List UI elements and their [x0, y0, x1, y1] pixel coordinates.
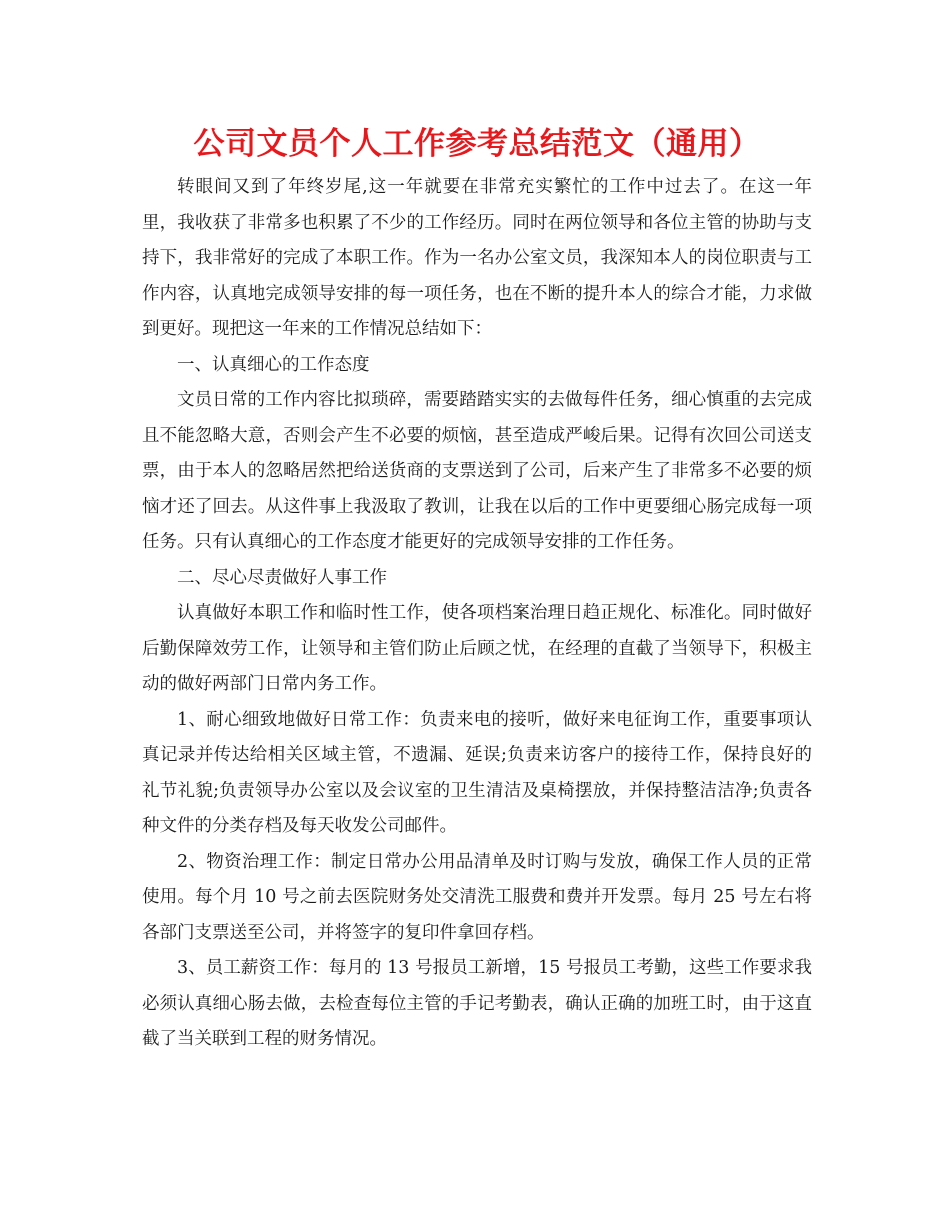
section-heading-2: 二、尽心尽责做好人事工作: [177, 567, 387, 588]
document-title: 公司文员个人工作参考总结范文（通用）: [193, 126, 761, 162]
paragraph-item-3: 3、员工薪资工作：每月的 13 号报员工新增，15 号报员工考勤，这些工作要求我必须认真细心肠去做，去检查每位主管的手记考勤表，确认正确的加班工时，由于这直截了当关联到工程的财务情况。: [142, 958, 812, 1049]
paragraph-section-1: 文员日常的工作内容比拟琐碎，需要踏踏实实的去做每件任务，细心慎重的去完成且不能忽略大意，否则会产生不必要的烦恼，甚至造成严峻后果。记得有次回公司送支票，由于本人的忽略居然把给送货商的支票送到了公司，后来产生了非常多不必要的烦恼才还了回去。从这件事上我汲取了教训，让我在以后的工作中更要细心肠完成每一项任务。只有认真细心的工作态度才能更好的完成领导安排的工作任务。: [142, 390, 812, 552]
paragraph-item-2: 2、物资治理工作：制定日常办公用品清单及时订购与发放，确保工作人员的正常使用。每个月 10 号之前去医院财务处交清洗工服费和费并开发票。每月 25 号左右将各部门支票送至公司，并将签字的复印件拿回存档。: [142, 851, 812, 943]
paragraph-item-1: 1、耐心细致地做好日常工作：负责来电的接听，做好来电征询工作，重要事项认真记录并传达给相关区域主管，不遗漏、延误;负责来访客户的接待工作，保持良好的礼节礼貌;负责领导办公室以及会议室的卫生清洁及桌椅摆放，并保持整洁洁净;负责各种文件的分类存档及每天收发公司邮件。: [142, 709, 812, 836]
paragraph-section-2: 认真做好本职工作和临时性工作，使各项档案治理日趋正规化、标准化。同时做好后勤保障效劳工作，让领导和主管们防止后顾之忧，在经理的直截了当领导下，积极主动的做好两部门日常内务工作。: [142, 603, 812, 694]
section-heading-1: 一、认真细心的工作态度: [177, 354, 370, 375]
document-page: [142, 122, 812, 1058]
paragraph-intro: 转眼间又到了年终岁尾,这一年就要在非常充实繁忙的工作中过去了。在这一年里，我收获了非常多也积累了不少的工作经历。同时在两位领导和各位主管的协助与支持下，我非常好的完成了本职工作。作为一名办公室文员，我深知本人的岗位职责与工作内容，认真地完成领导安排的每一项任务，也在不断的提升本人的综合才能，力求做到更好。现把这一年来的工作情况总结如下：: [142, 177, 812, 339]
